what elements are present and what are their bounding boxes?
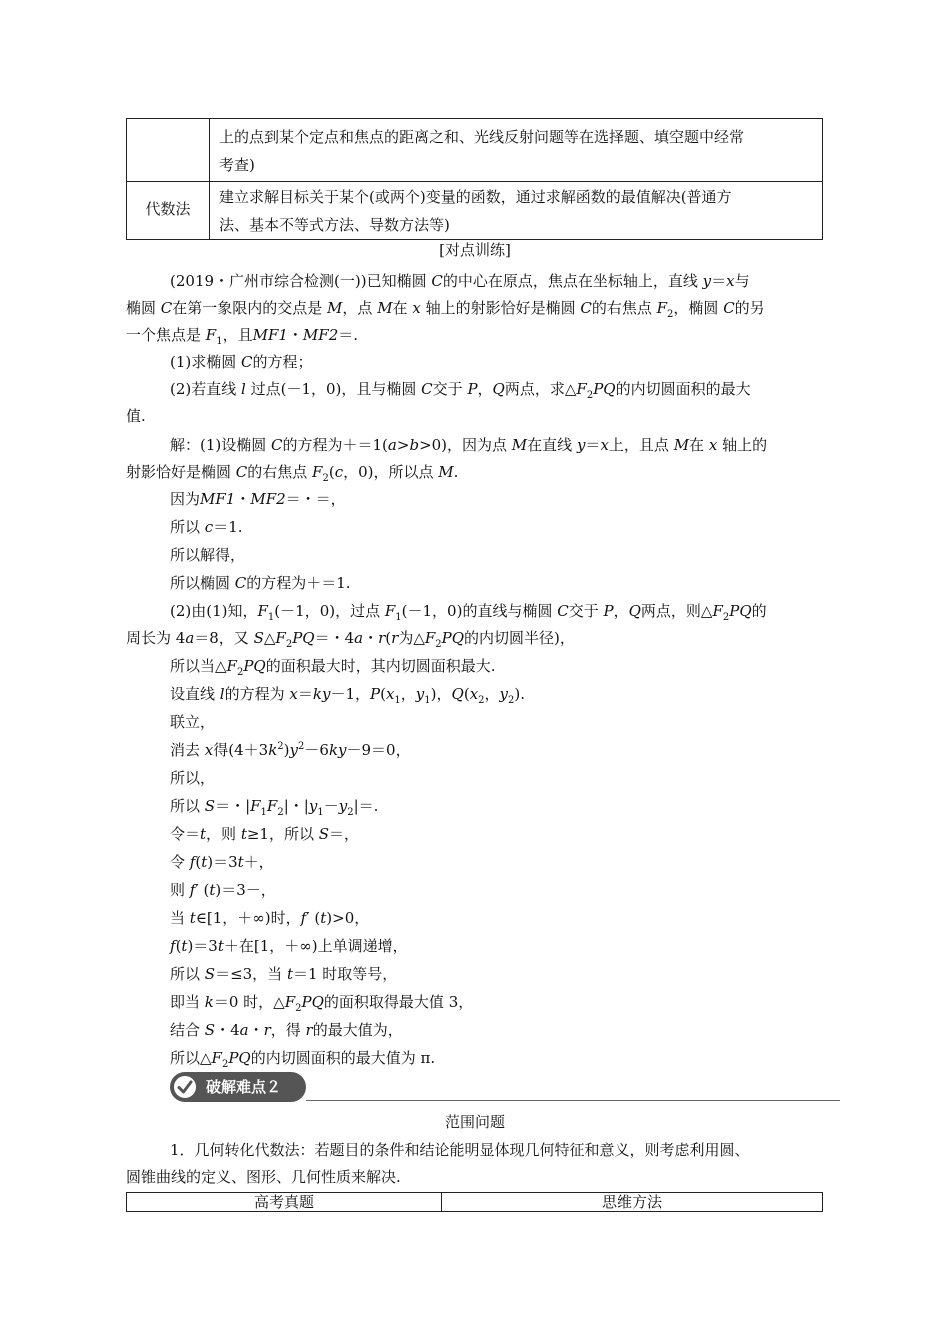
solution-line: 所以解得，: [170, 546, 246, 564]
solution-line: 令 f(t)＝3t＋，: [170, 853, 274, 871]
question-2-cont: 值.: [126, 407, 146, 425]
solution-line: 所以$\triangle F_2PQ$的内切圆面积的最大值为 π.: [170, 1049, 436, 1070]
solution-line: 所以 S＝・$|F_1F_2|$・$|y_1-y_2|=$.: [170, 797, 379, 818]
paragraph-line: 圆锥曲线的定义、图形、几何性质来解决.: [126, 1168, 401, 1186]
solution-line: 周长为 4a＝8，又 $S\triangle F_2PQ=$・4a・r(r为$\triangle F_2PQ$的内切圆半径)，: [126, 629, 575, 650]
solution-line: 结合 S・4a・r，得 r的最大值为，: [170, 1021, 403, 1039]
table-header-cell: 思维方法: [601, 1193, 662, 1211]
solution-line: 所以椭圆 C的方程为＋＝1.: [170, 574, 351, 592]
solution-line: 当 t∈[1，＋∞)时，f′ (t)>0，: [170, 909, 370, 927]
table-cell-text: 法、基本不等式方法、导数方法等): [219, 216, 450, 234]
solution-line: 即当 k＝0 时，$\triangle F_2PQ$的面积取得最大值 3，: [170, 993, 474, 1014]
table-row-label: 代数法: [145, 200, 191, 218]
solution-line: 因为MF1・MF2＝・＝，: [170, 490, 346, 508]
problem-line: (2019・广州市综合检测(一))已知椭圆 C的中心在原点，焦点在坐标轴上，直线 y＝x与: [170, 272, 750, 290]
solution-line: 设直线 l的方程为 x＝ky－1，$P(x_1$，$y_1$)，$Q(x_2$，$y_2$).: [170, 685, 526, 706]
section-divider: [306, 1100, 840, 1101]
solution-line: f(t)＝3t＋在[1，＋∞)上单调递增，: [170, 937, 408, 955]
method-table: [126, 118, 823, 240]
solution-line: 联立，: [170, 713, 216, 731]
table-cell-text: 建立求解目标关于某个(或两个)变量的函数，通过求解函数的最值解决(普通方: [219, 188, 732, 206]
question-2: (2)若直线 l 过点(－1，0)，且与椭圆 C交于 P，Q两点，求$\triangle F_2PQ$的内切圆面积的最大: [170, 380, 751, 401]
solution-line: 所以当$\triangle F_2PQ$的面积最大时，其内切圆面积最大.: [170, 657, 496, 678]
section-heading: 范围问题: [444, 1113, 505, 1131]
exam-table-header: [126, 1192, 823, 1212]
solution-line: 所以 c＝1.: [170, 518, 243, 536]
checkmark-icon: [172, 1074, 198, 1100]
table-row-divider: [127, 181, 822, 182]
table-cell-text: 上的点到某个定点和焦点的距离之和、光线反射问题等在选择题、填空题中经常: [219, 128, 745, 146]
solution-line: 令＝t，则 t≥1，所以 S＝，: [170, 825, 360, 843]
section-title: [对点训练]: [439, 241, 511, 259]
question-1: (1)求椭圆 C的方程；: [170, 353, 313, 371]
table-column-divider: [209, 119, 210, 239]
solution-line: 所以，: [170, 769, 216, 787]
problem-line: 椭圆 C在第一象限内的交点是 M，点 M在 x 轴上的射影恰好是椭圆 C的右焦点 $F_2$，椭圆 C的另: [126, 299, 765, 320]
problem-line: 一个焦点是 $F_1$，且MF1・MF2＝.: [126, 326, 359, 347]
solution-line: 所以 S＝≤3，当 t＝1 时取等号，: [170, 965, 398, 983]
paragraph-line: 1．几何转化代数法：若题目的条件和结论能明显体现几何特征和意义，则考虑利用圆、: [170, 1141, 750, 1159]
table-header-cell: 高考真题: [253, 1193, 314, 1211]
badge-label: 破解难点２: [206, 1078, 282, 1096]
solution-line: 射影恰好是椭圆 C的右焦点 $F_2(c$，0)，所以点 M.: [126, 463, 459, 484]
table-cell-text: 考查): [219, 156, 255, 174]
solution-line: (2)由(1)知，$F_1(-1$，0)，过点 $F_1(-1$，0)的直线与椭圆 C交于 P，Q两点，则$\triangle F_2PQ$的: [170, 602, 767, 623]
solution-line: 则 f′ (t)＝3－，: [170, 881, 276, 899]
section-badge: [170, 1072, 306, 1102]
solution-line: 解：(1)设椭圆 C的方程为＋＝1(a>b>0)，因为点 M在直线 y＝x上，且点 M在 x 轴上的: [170, 436, 768, 454]
solution-line: 消去 x得$(4+3k^2)y^2-6ky-9=0$，: [170, 741, 411, 759]
